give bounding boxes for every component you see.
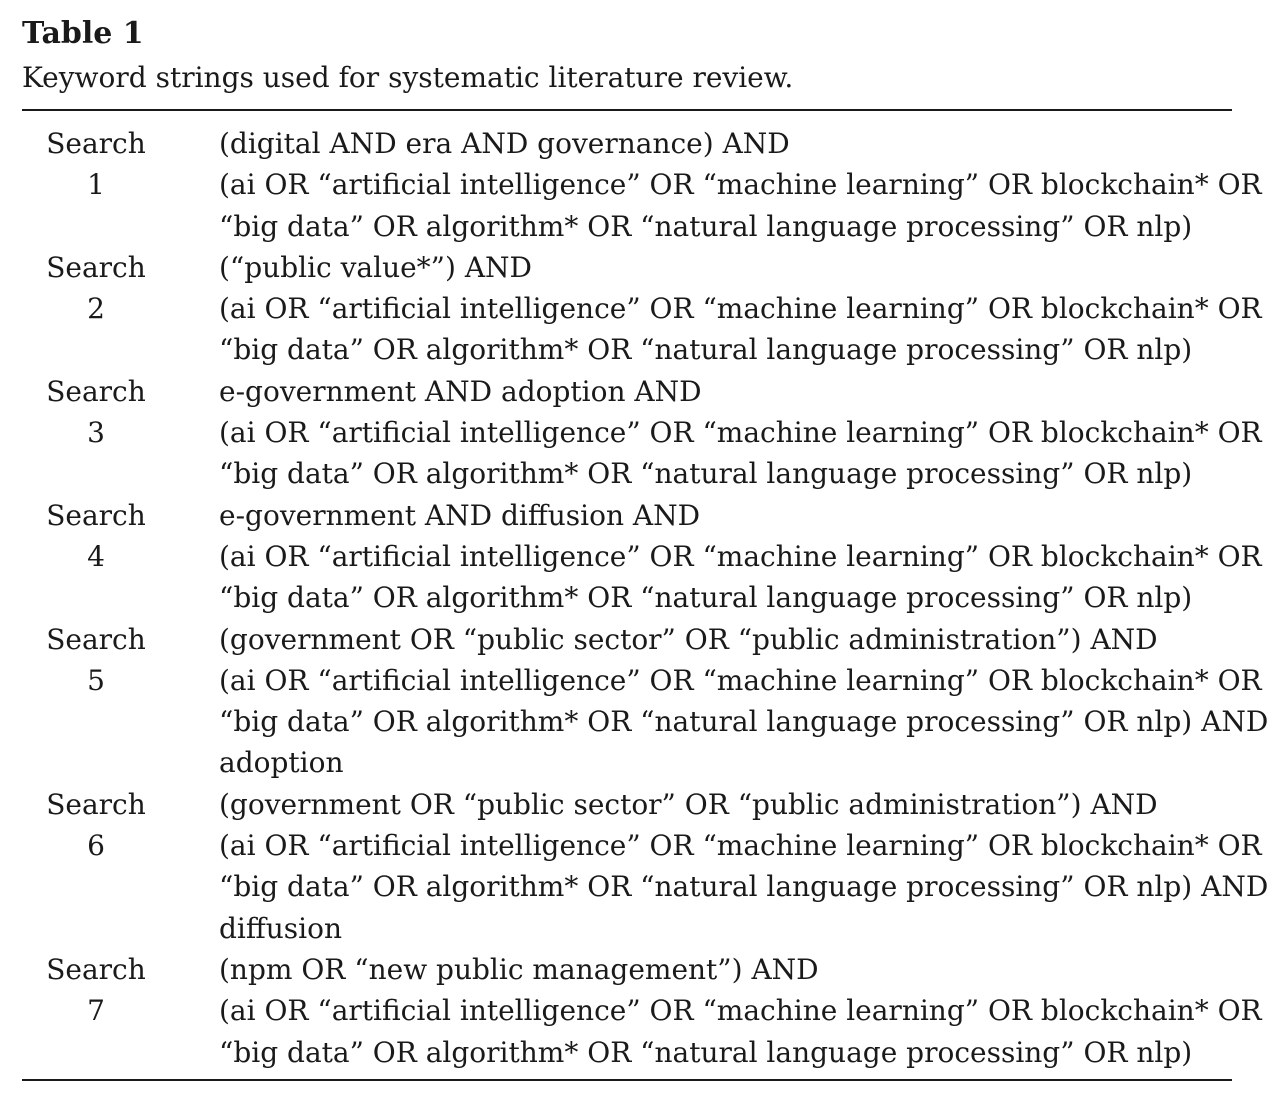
keyword-line: (digital AND era AND governance) AND xyxy=(219,127,790,160)
keyword-string-cell xyxy=(219,949,1262,1073)
keyword-line: (ai OR “artificial intelligence” OR “machine learning” OR blockchain* OR xyxy=(219,663,1262,697)
table-row xyxy=(22,495,1262,619)
keyword-string-cell xyxy=(219,371,1262,495)
search-label-cell xyxy=(22,123,170,206)
search-label: Search xyxy=(46,787,146,821)
search-label-cell xyxy=(22,949,170,1032)
keyword-string-cell xyxy=(219,784,1269,949)
keyword-line: “big data” OR algorithm* OR “natural language processing” OR nlp) xyxy=(219,457,1193,491)
keyword-line: e-government AND adoption AND xyxy=(219,374,702,408)
keyword-line: “big data” OR algorithm* OR “natural language processing” OR nlp) xyxy=(219,1035,1193,1069)
search-number: 7 xyxy=(87,994,105,1028)
table-body xyxy=(22,123,1269,1073)
search-label: Search xyxy=(46,498,146,532)
search-label-cell xyxy=(22,495,170,578)
search-label-cell xyxy=(22,371,170,454)
keyword-line: “big data” OR algorithm* OR “natural language processing” OR nlp) xyxy=(219,581,1193,615)
top-rule xyxy=(22,109,1232,111)
keyword-line: (npm OR “new public management”) AND xyxy=(219,952,819,986)
table-row xyxy=(22,619,1269,784)
table-row xyxy=(22,123,1262,247)
keyword-line: (ai OR “artificial intelligence” OR “machine learning” OR blockchain* OR xyxy=(219,292,1262,326)
table-row xyxy=(22,784,1269,949)
search-number: 4 xyxy=(87,539,105,573)
table-caption: Keyword strings used for systematic literature review. xyxy=(22,61,794,94)
keyword-line: adoption xyxy=(219,746,344,780)
search-number: 3 xyxy=(87,416,105,450)
keyword-string-cell xyxy=(219,123,1262,247)
keyword-line: (government OR “public sector” OR “public administration”) AND xyxy=(219,787,1158,821)
keyword-line: “big data” OR algorithm* OR “natural language processing” OR nlp) xyxy=(219,209,1193,243)
table-row xyxy=(22,371,1262,495)
search-label-cell xyxy=(22,247,170,330)
search-number: 6 xyxy=(87,829,105,863)
keyword-line: diffusion xyxy=(219,911,343,945)
keyword-string-cell xyxy=(219,495,1262,619)
keyword-line: “big data” OR algorithm* OR “natural language processing” OR nlp) AND xyxy=(219,705,1269,739)
search-label: Search xyxy=(46,952,146,986)
search-label: Search xyxy=(46,127,146,160)
search-label: Search xyxy=(46,374,146,408)
table-row xyxy=(22,247,1262,371)
search-label-cell xyxy=(22,619,170,702)
bottom-rule xyxy=(22,1079,1232,1081)
keyword-line: “big data” OR algorithm* OR “natural language processing” OR nlp) AND xyxy=(219,870,1269,904)
search-label: Search xyxy=(46,622,146,656)
keyword-line: (ai OR “artificial intelligence” OR “machine learning” OR blockchain* OR xyxy=(219,416,1262,450)
keyword-line: (“public value*”) AND xyxy=(219,250,532,284)
keyword-line: (ai OR “artificial intelligence” OR “machine learning” OR blockchain* OR xyxy=(219,829,1262,863)
search-label: Search xyxy=(46,250,146,284)
search-number: 1 xyxy=(87,168,105,202)
table-row xyxy=(22,949,1262,1073)
keyword-string-cell xyxy=(219,619,1269,784)
keyword-line: (government OR “public sector” OR “public administration”) AND xyxy=(219,622,1158,656)
keyword-line: (ai OR “artificial intelligence” OR “machine learning” OR blockchain* OR xyxy=(219,539,1262,573)
search-number: 2 xyxy=(87,292,105,326)
keyword-line: (ai OR “artificial intelligence” OR “machine learning” OR blockchain* OR xyxy=(219,168,1262,202)
keyword-line: (ai OR “artificial intelligence” OR “machine learning” OR blockchain* OR xyxy=(219,994,1262,1028)
table-title: Table 1 xyxy=(22,16,144,51)
keyword-line: e-government AND diffusion AND xyxy=(219,498,701,532)
keyword-string-cell xyxy=(219,247,1262,371)
keyword-line: “big data” OR algorithm* OR “natural language processing” OR nlp) xyxy=(219,333,1193,367)
search-label-cell xyxy=(22,784,170,867)
search-number: 5 xyxy=(87,663,105,697)
